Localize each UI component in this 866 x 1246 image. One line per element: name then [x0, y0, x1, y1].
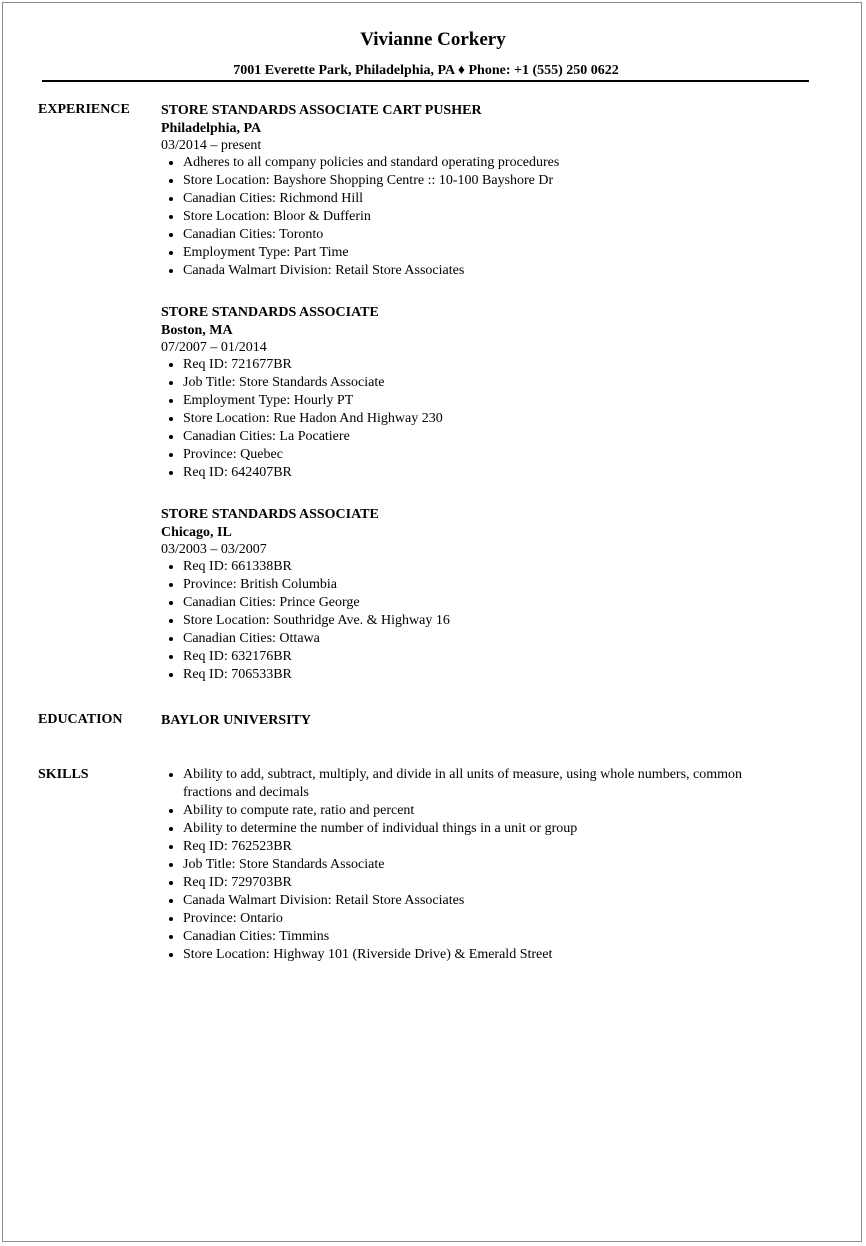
job-location: Chicago, IL — [161, 525, 232, 540]
skills-list — [161, 766, 781, 964]
header-divider — [42, 80, 809, 82]
list-item: Store Location: Southridge Ave. & Highway 16 — [161, 612, 821, 630]
experience-heading: EXPERIENCE — [38, 102, 130, 117]
list-item: Job Title: Store Standards Associate — [161, 856, 781, 874]
list-item: Canada Walmart Division: Retail Store Associates — [161, 892, 781, 910]
job-duties-list — [161, 356, 821, 482]
job-entry — [161, 102, 821, 280]
list-item: Canadian Cities: Timmins — [161, 928, 781, 946]
list-item: Req ID: 642407BR — [161, 464, 821, 482]
list-item: Req ID: 729703BR — [161, 874, 781, 892]
list-item: Canadian Cities: Ottawa — [161, 630, 821, 648]
job-duties-list — [161, 154, 821, 280]
list-item: Province: Ontario — [161, 910, 781, 928]
list-item: Canadian Cities: Toronto — [161, 226, 821, 244]
school-name: BAYLOR UNIVERSITY — [161, 713, 312, 728]
job-location: Boston, MA — [161, 323, 233, 338]
list-item: Ability to determine the number of individual things in a unit or group — [161, 820, 781, 838]
job-dates: 03/2003 – 03/2007 — [161, 542, 267, 557]
list-item: Ability to compute rate, ratio and percent — [161, 802, 781, 820]
list-item: Store Location: Rue Hadon And Highway 230 — [161, 410, 821, 428]
list-item: Req ID: 721677BR — [161, 356, 821, 374]
list-item: Province: British Columbia — [161, 576, 821, 594]
job-dates: 07/2007 – 01/2014 — [161, 340, 267, 355]
list-item: Employment Type: Part Time — [161, 244, 821, 262]
list-item: Canadian Cities: Prince George — [161, 594, 821, 612]
skills-entry — [161, 766, 781, 964]
list-item: Ability to add, subtract, multiply, and divide in all units of measure, using whole numbers, common fractions and decimals — [161, 766, 781, 802]
job-title: STORE STANDARDS ASSOCIATE — [161, 507, 379, 522]
list-item: Store Location: Highway 101 (Riverside Drive) & Emerald Street — [161, 946, 781, 964]
job-title: STORE STANDARDS ASSOCIATE — [161, 305, 379, 320]
list-item: Req ID: 762523BR — [161, 838, 781, 856]
list-item: Job Title: Store Standards Associate — [161, 374, 821, 392]
list-item: Employment Type: Hourly PT — [161, 392, 821, 410]
job-entry — [161, 506, 821, 684]
list-item: Store Location: Bloor & Dufferin — [161, 208, 821, 226]
list-item: Canadian Cities: La Pocatiere — [161, 428, 821, 446]
list-item: Canadian Cities: Richmond Hill — [161, 190, 821, 208]
education-heading: EDUCATION — [38, 712, 123, 727]
list-item: Canada Walmart Division: Retail Store Associates — [161, 262, 821, 280]
job-entry — [161, 304, 821, 482]
list-item: Req ID: 661338BR — [161, 558, 821, 576]
list-item: Adheres to all company policies and standard operating procedures — [161, 154, 821, 172]
list-item: Store Location: Bayshore Shopping Centre :: 10-100 Bayshore Dr — [161, 172, 821, 190]
skills-heading: SKILLS — [38, 767, 89, 782]
list-item: Req ID: 632176BR — [161, 648, 821, 666]
job-dates: 03/2014 – present — [161, 138, 262, 153]
candidate-name: Vivianne Corkery — [360, 29, 506, 50]
job-duties-list — [161, 558, 821, 684]
job-title: STORE STANDARDS ASSOCIATE CART PUSHER — [161, 103, 482, 118]
job-location: Philadelphia, PA — [161, 121, 262, 136]
contact-line: 7001 Everette Park, Philadelphia, PA ♦ Phone: +1 (555) 250 0622 — [233, 63, 619, 78]
list-item: Province: Quebec — [161, 446, 821, 464]
education-entry — [161, 712, 821, 730]
list-item: Req ID: 706533BR — [161, 666, 821, 684]
